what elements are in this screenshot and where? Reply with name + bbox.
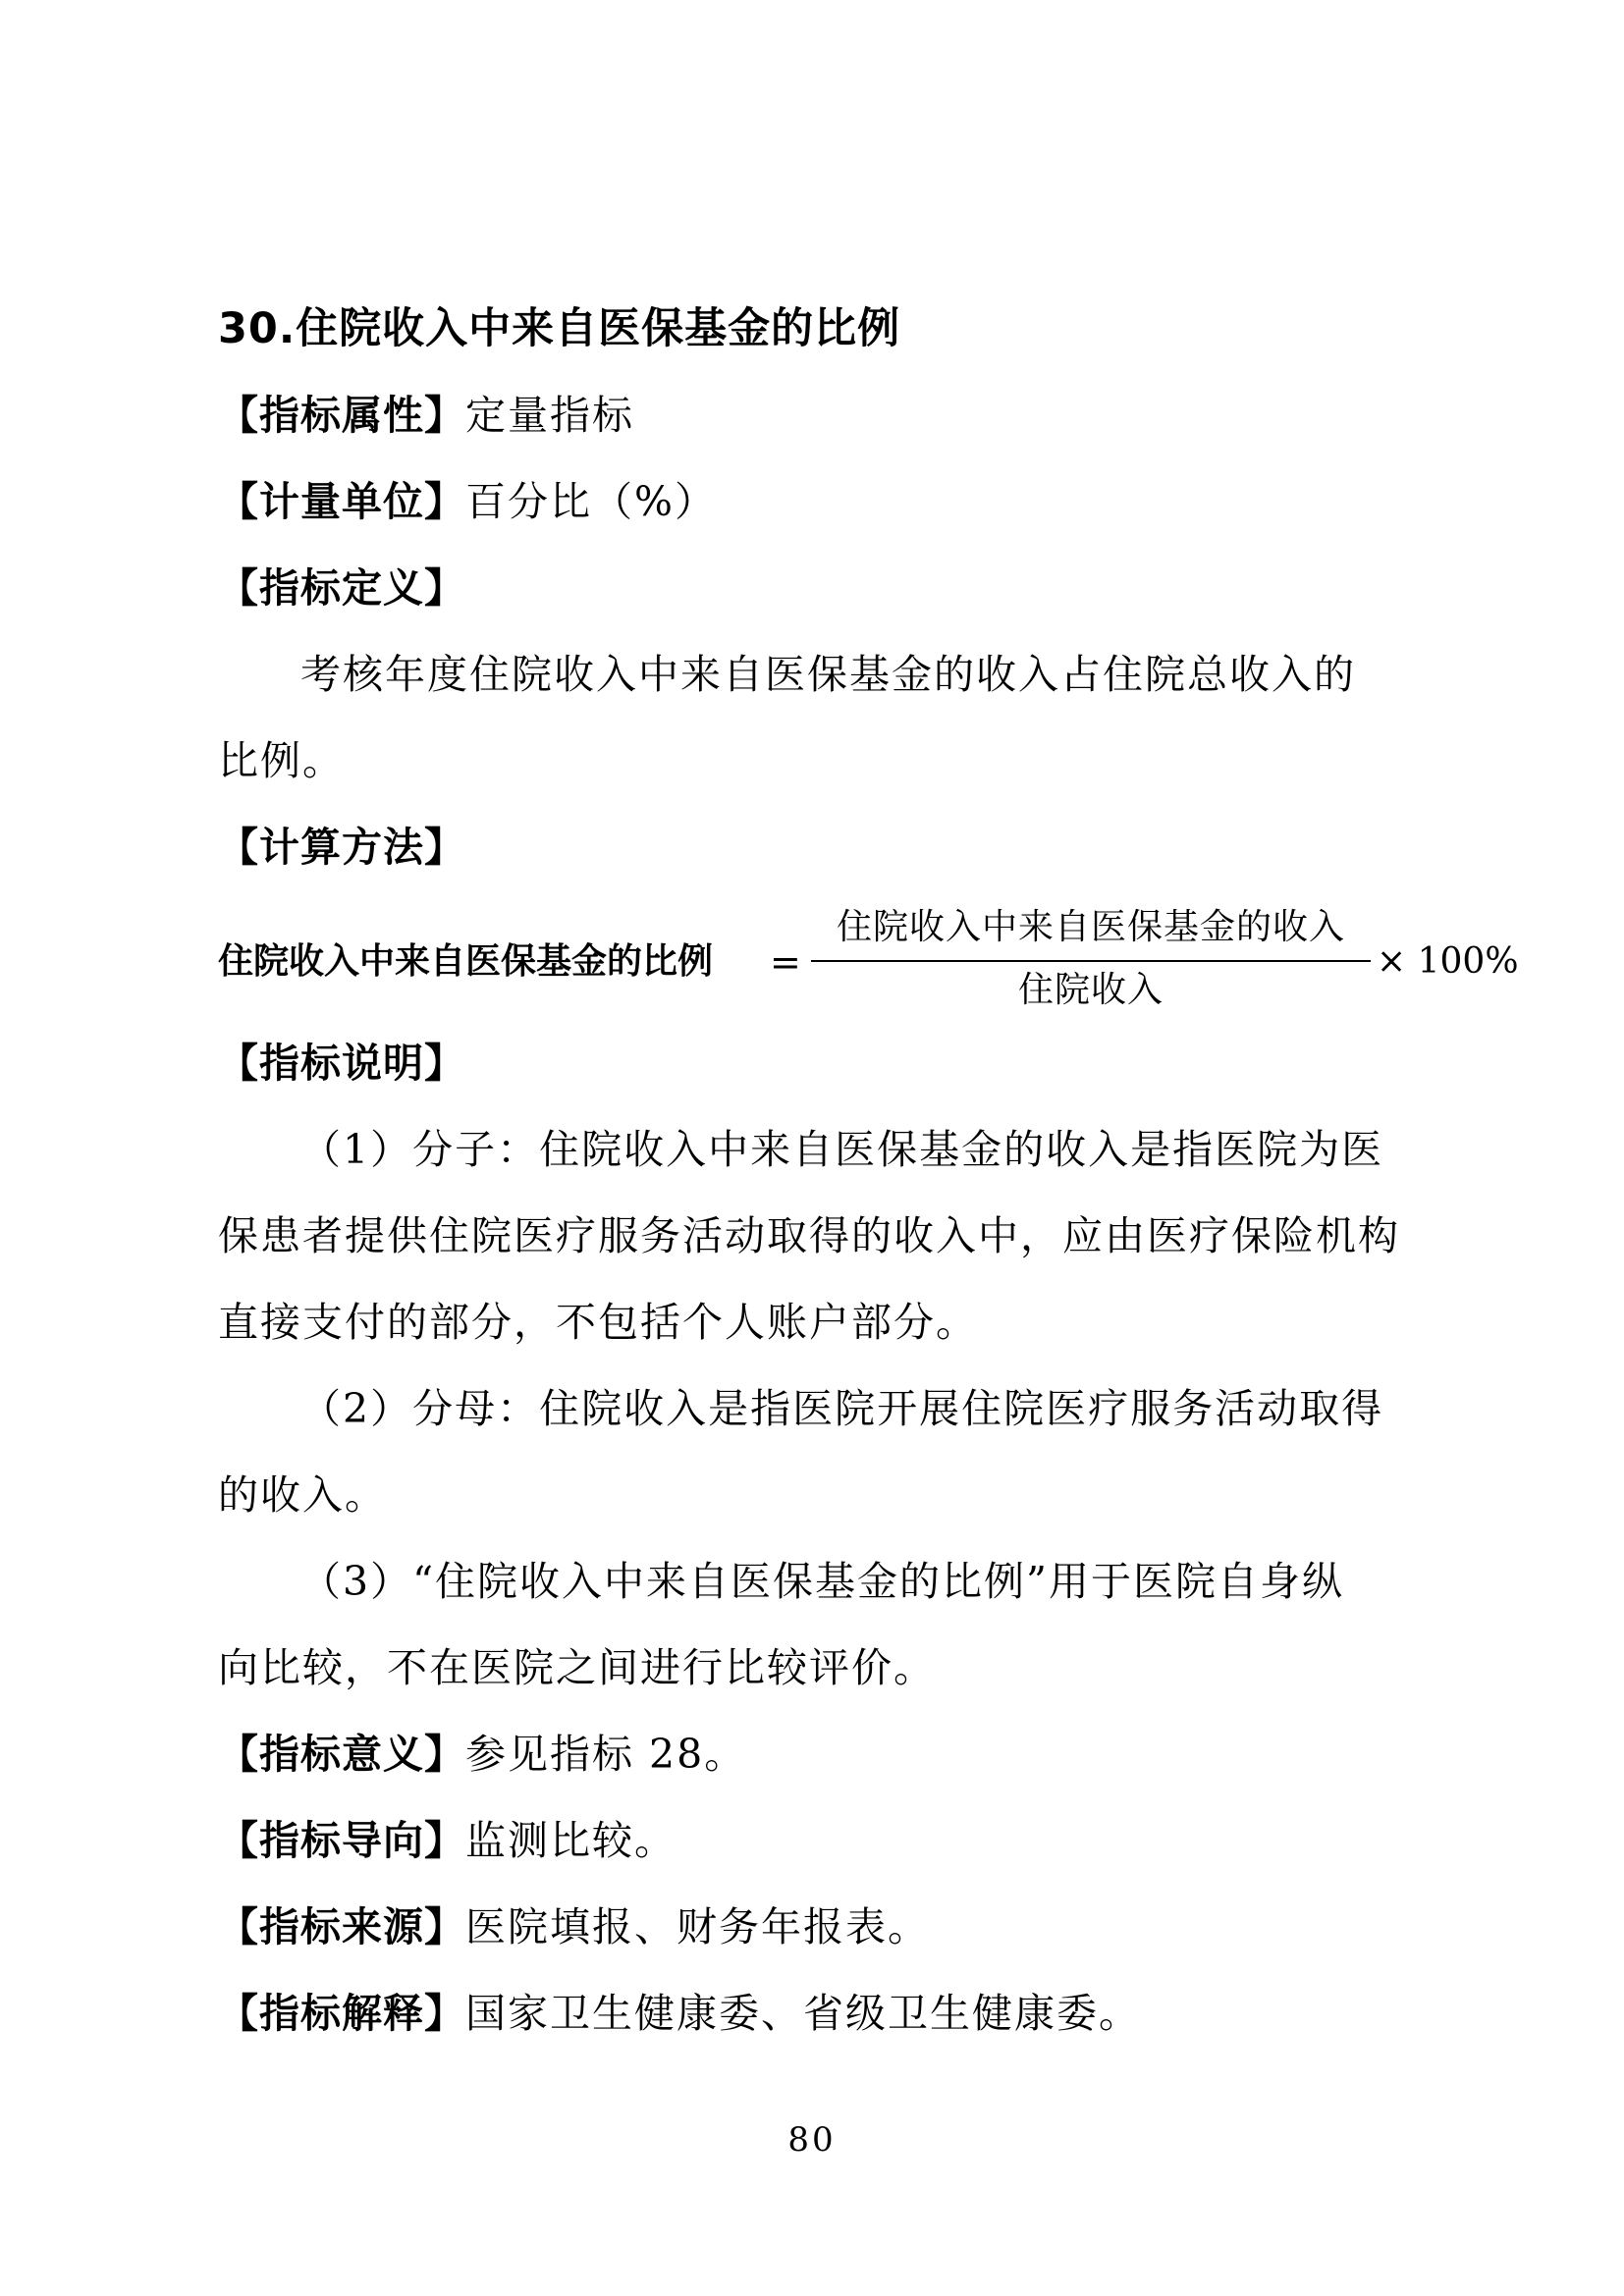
- direction-label: 【指标导向】: [218, 1817, 465, 1864]
- formula-numerator: 住院收入中来自医保基金的收入: [836, 907, 1345, 947]
- source-row: [218, 1902, 930, 1951]
- explanation-item2-line1: （2）分母：住院收入是指医院开展住院医疗服务活动取得: [300, 1385, 1384, 1432]
- fraction-bar: [811, 960, 1371, 962]
- definition-text-line1: 考核年度住院收入中来自医保基金的收入占住院总收入的: [300, 651, 1356, 698]
- formula-equals: =: [770, 940, 801, 984]
- unit-value: 百分比（%）: [465, 478, 717, 525]
- calculation-formula: [218, 903, 1519, 1021]
- explanation-item2-line2: 的收入。: [218, 1471, 387, 1519]
- interpretation-row: [218, 1989, 1141, 2038]
- explanation-label: 【指标说明】: [218, 1040, 465, 1087]
- formula-denominator: 住院收入: [1017, 970, 1164, 1010]
- formula-fraction: [811, 903, 1371, 1021]
- formula-multiplier: × 100%: [1377, 941, 1519, 982]
- calculation-label: 【计算方法】: [218, 824, 465, 871]
- source-label: 【指标来源】: [218, 1903, 465, 1950]
- attribute-value: 定量指标: [465, 392, 634, 439]
- unit-label: 【计量单位】: [218, 478, 465, 525]
- explanation-item3-line1: （3）“住院收入中来自医保基金的比例”用于医院自身纵: [300, 1558, 1345, 1605]
- definition-label: 【指标定义】: [218, 564, 465, 612]
- direction-value: 监测比较。: [465, 1817, 677, 1864]
- definition-text-line2: 比例。: [218, 737, 345, 784]
- page-number: 80: [787, 2120, 837, 2160]
- section-title: 30.住院收入中来自医保基金的比例: [218, 304, 901, 353]
- explanation-item1-line2: 保患者提供住院医疗服务活动取得的收入中，应由医疗保险机构: [218, 1212, 1400, 1259]
- formula-lhs: 住院收入中来自医保基金的比例: [218, 941, 714, 982]
- source-value: 医院填报、财务年报表。: [465, 1903, 930, 1950]
- attribute-row: [218, 391, 634, 440]
- direction-row: [218, 1816, 677, 1865]
- unit-row: [218, 477, 717, 526]
- interpretation-label: 【指标解释】: [218, 1990, 465, 2037]
- significance-value: 参见指标 28。: [465, 1731, 747, 1778]
- significance-label: 【指标意义】: [218, 1731, 465, 1778]
- explanation-item1-line3: 直接支付的部分，不包括个人账户部分。: [218, 1299, 978, 1346]
- explanation-item1-line1: （1）分子：住院收入中来自医保基金的收入是指医院为医: [300, 1126, 1384, 1173]
- attribute-label: 【指标属性】: [218, 392, 465, 439]
- interpretation-value: 国家卫生健康委、省级卫生健康委。: [465, 1990, 1141, 2037]
- explanation-item3-line2: 向比较，不在医院之间进行比较评价。: [218, 1644, 936, 1691]
- significance-row: [218, 1730, 746, 1779]
